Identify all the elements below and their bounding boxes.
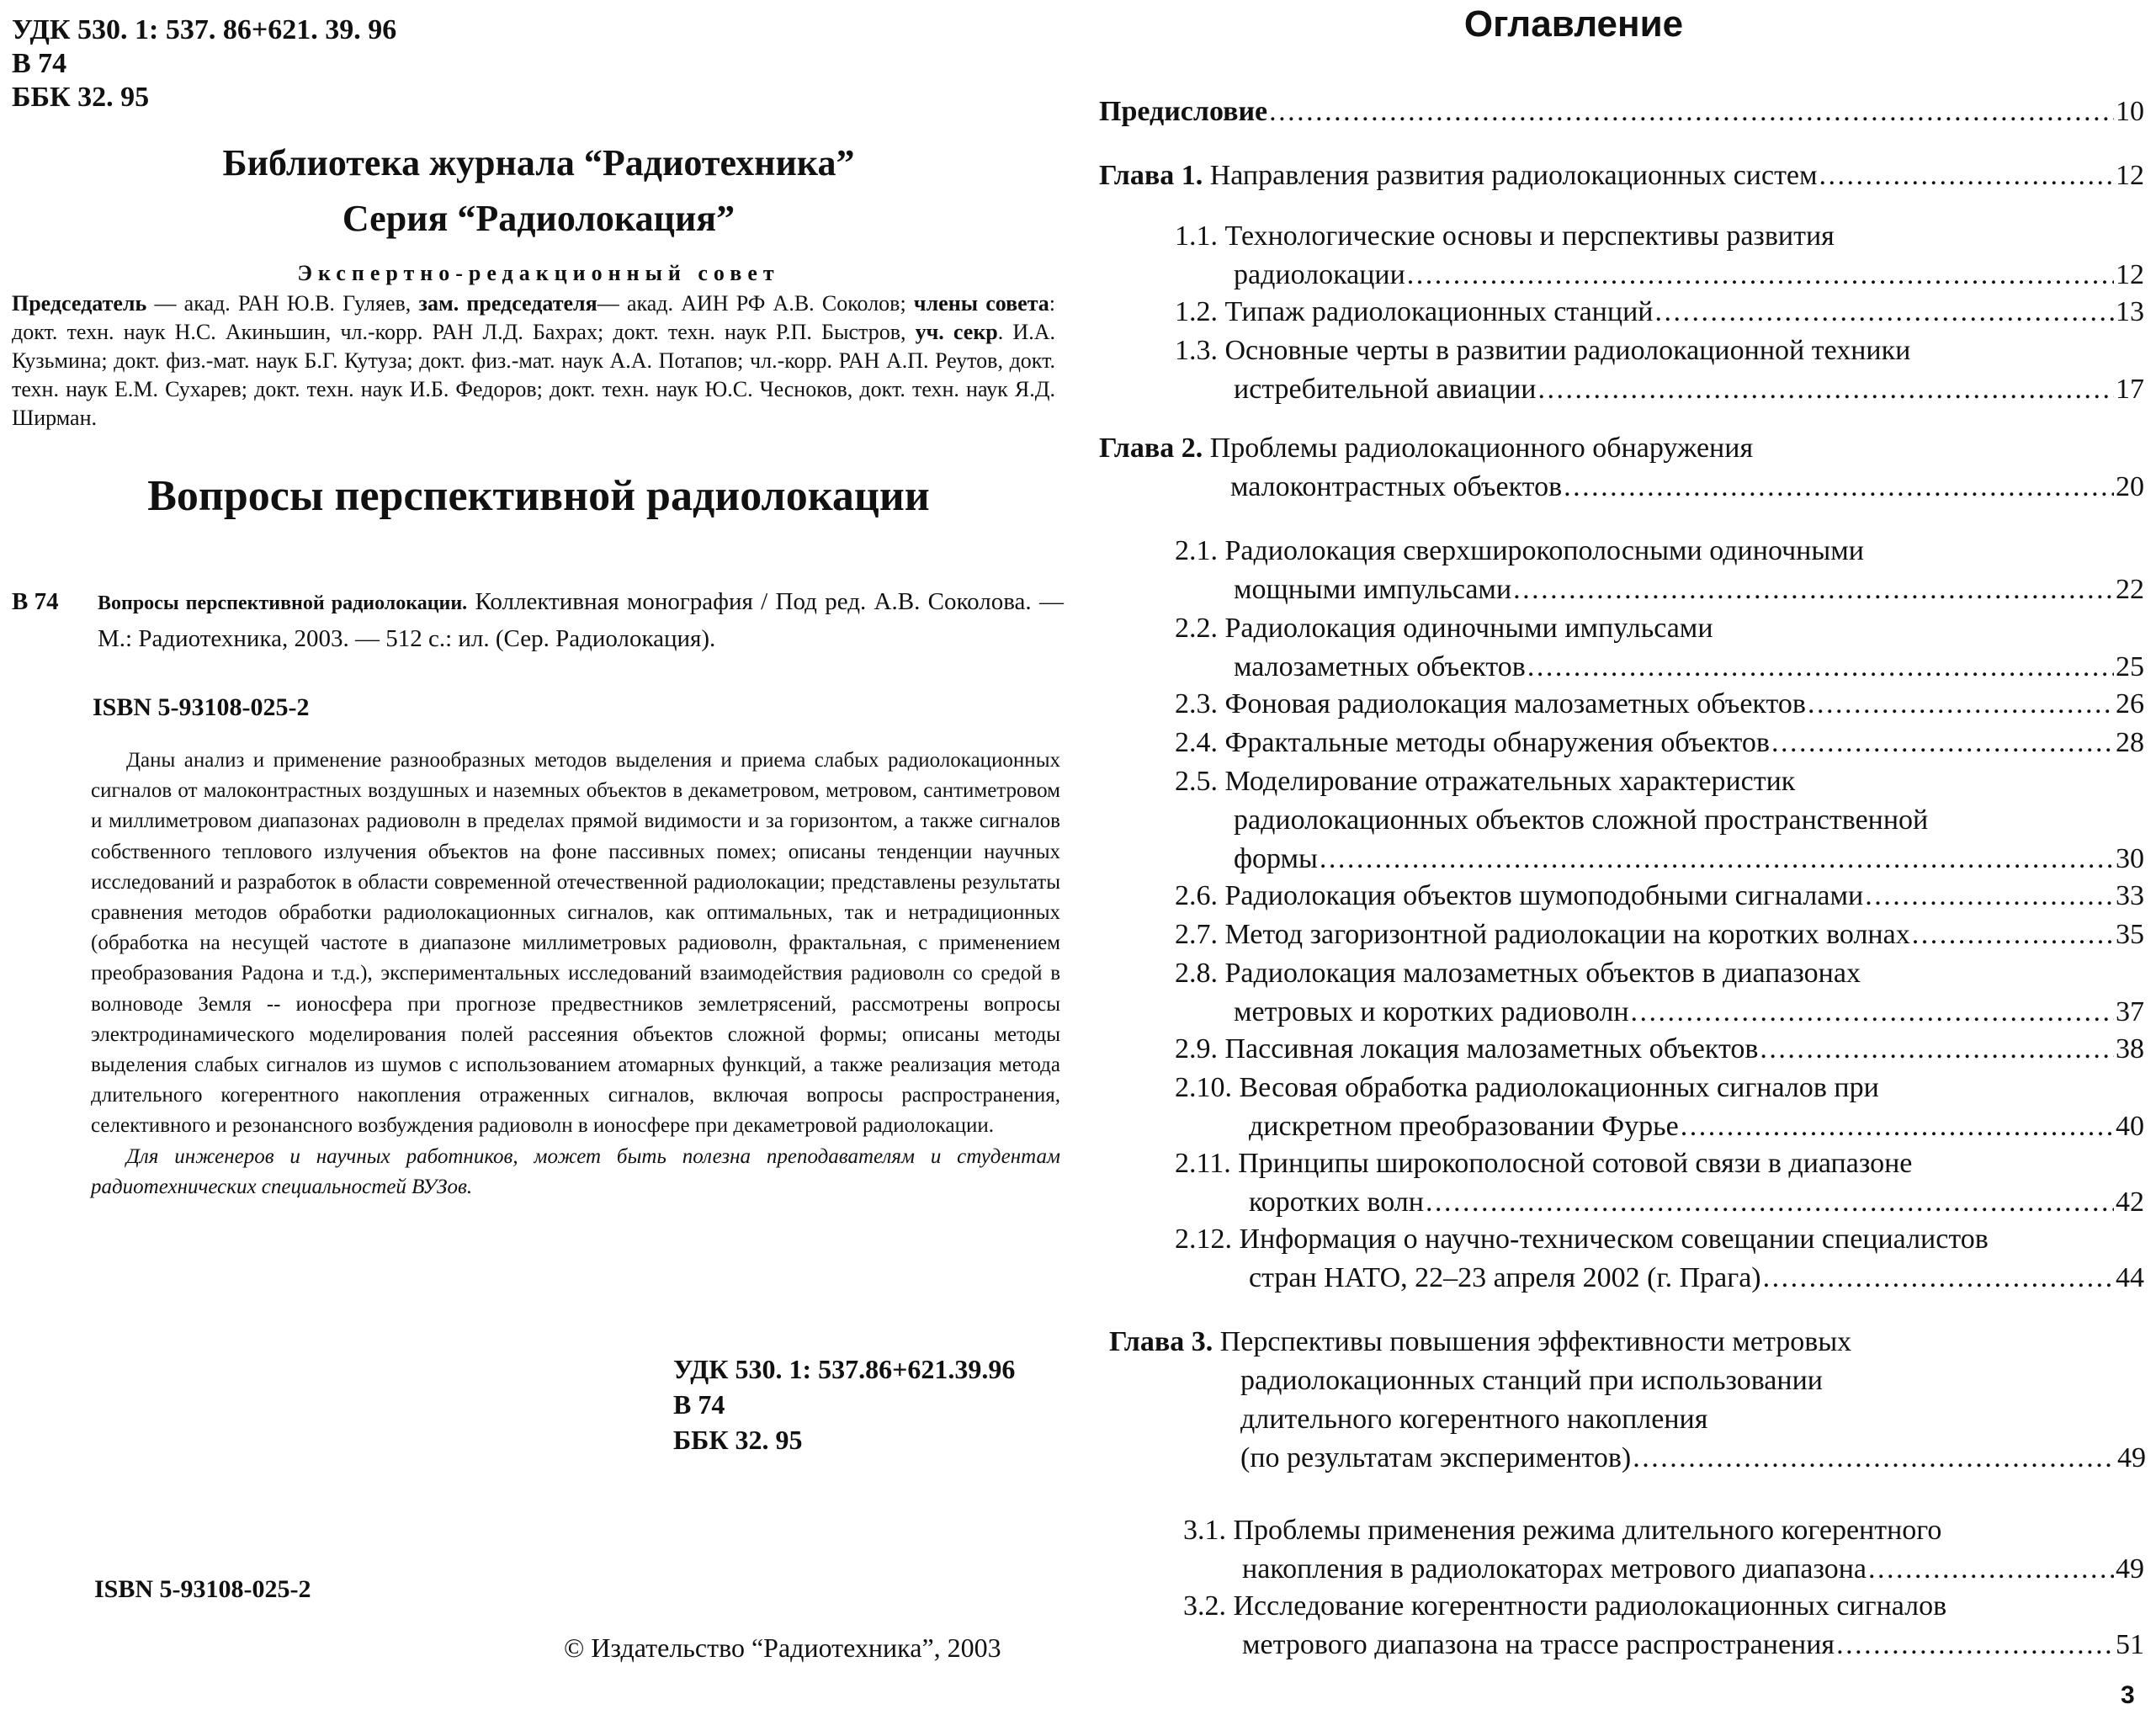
- annotation: [91, 746, 1060, 1202]
- toc-entry-2-7: [1175, 916, 2144, 954]
- council-title: Экспертно-редакционный совет: [297, 261, 780, 285]
- chapter-1-label: Глава 1.: [1099, 160, 1203, 191]
- section-title-line: накопления в радиолокаторах метрового диапазона: [1242, 1553, 1867, 1585]
- preface-label: Предисловие: [1099, 96, 1268, 127]
- toc-entry-1-1: [1175, 217, 2144, 295]
- bbk-code: ББК 32. 95: [12, 82, 150, 113]
- section-number: 2.10.: [1175, 1072, 1232, 1103]
- deputy-text: — акад. АИН РФ А.В. Соколов;: [597, 291, 914, 316]
- section-number: 2.6.: [1175, 880, 1218, 911]
- section-page: 37: [2116, 996, 2144, 1027]
- section-page: 38: [2116, 1033, 2144, 1064]
- section-number: 2.2.: [1175, 613, 1218, 644]
- section-page: 26: [2116, 688, 2144, 719]
- copyright: © Издательство “Радиотехника”, 2003: [564, 1632, 1001, 1663]
- section-title-line: Радиолокация одиночными импульсами: [1224, 613, 1713, 644]
- chapter-2-title-2: малоконтрастных объектов: [1230, 471, 1563, 502]
- chapter-2-title-1: Проблемы радиолокационного обнаружения: [1209, 433, 1754, 464]
- section-number: 2.4.: [1175, 727, 1218, 758]
- section-page: 25: [2116, 651, 2144, 682]
- toc-entry-3-2: [1183, 1587, 2144, 1664]
- chapter-3-title-2: радиолокационных станций при использовании: [1240, 1365, 1823, 1396]
- section-title-line: Весовая обработка радиолокационных сигналов при: [1239, 1072, 1879, 1103]
- section-title-line: Типаж радиолокационных станций: [1224, 296, 1654, 327]
- section-number: 2.9.: [1175, 1033, 1218, 1064]
- section-title-line: Информация о научно-техническом совещании специалистов: [1239, 1224, 1989, 1255]
- toc-entry-2-6: [1175, 877, 2144, 916]
- section-page: 40: [2116, 1111, 2144, 1142]
- secretary-label: уч. секр: [915, 320, 998, 344]
- section-title-line: формы: [1234, 843, 1318, 874]
- toc-entry-2-2: [1175, 609, 2144, 687]
- section-title-line: Фрактальные методы обнаружения объектов: [1224, 727, 1770, 758]
- section-page: 44: [2116, 1262, 2144, 1293]
- chair-text: — акад. РАН Ю.В. Гуляев,: [146, 291, 419, 316]
- chapter-1-page: 12: [2116, 160, 2144, 191]
- preface-page: 10: [2116, 96, 2144, 127]
- toc-entry-chapter-2: [1099, 429, 2144, 507]
- bbk-code-bottom: ББК 32. 95: [673, 1425, 803, 1455]
- section-title-line: Проблемы применения режима длительного когерентного: [1233, 1515, 1942, 1546]
- section-title-line: коротких волн: [1249, 1186, 1424, 1218]
- annotation-text: Даны анализ и применение разнообразных методов выделения и приема слабых радиолокационных сигналов от малоконтрастных воздушных и наземных объектов в декаметровом, метровом, сантиметровом и миллиметровом диапазонах радиоволн в пределах прямой видимости и за горизонтом, а также сигналов собственного теплового излучения объектов на фоне пассивных помех; описаны тенденции научных исследований и разработок в области современной отечественной радиолокации; представлены результаты сравнения методов обработки радиолокационных сигналов, как оптимальных, так и нетрадиционных (обработка на несущей частоте в диапазоне миллиметровых радиоволн, фрактальная, с применением преобразования Радона и т.д.), экспериментальных исследований взаимодействия радиоволн со средой в волноводе Земля -- ионосфера при прогнозе предвестников землетрясений, рассмотрены вопросы электродинамического моделирования полей рассеяния объектов сложной формы; описаны методы выделения слабых сигналов из шумов с использованием атомарных функций, а также реализация метода длительного когерентного накопления отраженных сигналов, включая вопросы распространения, селективного и резонансного возбуждения радиоволн в ионосфере при декаметровой радиолокации.: [91, 749, 1060, 1138]
- section-number: 3.1.: [1183, 1515, 1226, 1546]
- section-number: 2.5.: [1175, 766, 1218, 797]
- section-number: 2.3.: [1175, 688, 1218, 719]
- section-number: 2.12.: [1175, 1224, 1232, 1255]
- bibliographic-record: [12, 584, 1064, 656]
- toc-entry-2-12: [1175, 1220, 2144, 1298]
- biblio-title: Вопросы перспективной радиолокации.: [98, 592, 468, 614]
- series-title: Серия “Радиолокация”: [342, 198, 735, 239]
- section-number: 2.8.: [1175, 958, 1218, 989]
- left-page: [0, 0, 1077, 1720]
- toc-entry-1-3: [1175, 332, 2144, 409]
- section-title-line: Фоновая радиолокация малозаметных объектов: [1224, 688, 1806, 719]
- toc-title: Оглавление: [1463, 3, 1684, 45]
- toc-entry-2-5: [1175, 762, 2144, 879]
- author-mark-bottom: В 74: [673, 1389, 725, 1420]
- toc-entry-preface: [1099, 93, 2144, 131]
- chapter-3-title-3: длительного когерентного накопления: [1240, 1404, 1708, 1435]
- section-number: 1.3.: [1175, 335, 1218, 366]
- chapter-3-page: 49: [2117, 1442, 2146, 1473]
- toc-entry-2-11: [1175, 1144, 2144, 1222]
- section-number: 2.7.: [1175, 919, 1218, 950]
- toc-entry-chapter-1: [1099, 157, 2144, 195]
- section-title-line: радиолокации: [1234, 259, 1405, 290]
- section-page: 17: [2116, 374, 2144, 405]
- toc-entry-2-9: [1175, 1030, 2144, 1069]
- members-label: члены совета: [913, 291, 1049, 316]
- section-page: 35: [2116, 919, 2144, 950]
- section-page: 49: [2116, 1553, 2144, 1585]
- chapter-3-title-4: (по результатам экспериментов): [1240, 1442, 1632, 1473]
- toc-entry-2-8: [1175, 954, 2144, 1032]
- toc-entry-3-1: [1183, 1511, 2144, 1589]
- biblio-body: [98, 584, 1064, 656]
- section-title-line: Технологические основы и перспективы развития: [1224, 220, 1835, 252]
- udk-code: УДК 530. 1: 537. 86+621. 39. 96: [12, 14, 397, 45]
- section-title-line: истребительной авиации: [1234, 374, 1537, 405]
- classification-codes-bottom: [673, 1351, 1015, 1457]
- toc-entry-2-3: [1175, 685, 2144, 724]
- section-page: 51: [2116, 1629, 2144, 1660]
- chapter-2-label: Глава 2.: [1099, 433, 1203, 464]
- chapter-3-title-1: Перспективы повышения эффективности метровых: [1219, 1326, 1852, 1357]
- toc-entry-chapter-3: [1109, 1323, 2146, 1478]
- toc-entry-2-10: [1175, 1069, 2144, 1146]
- biblio-rest: Коллективная монография / Под ред. А.В. Соколова. — М.: Радиотехника, 2003. — 512 с.: ил. (Сер. Радиолокация).: [98, 588, 1064, 652]
- page-number: 3: [2121, 1681, 2135, 1709]
- toc-entry-2-4: [1175, 724, 2144, 762]
- section-page: 30: [2116, 843, 2144, 874]
- section-page: 28: [2116, 727, 2144, 758]
- audience-text: Для инженеров и научных работников, может быть полезна преподавателям и студентам радиотехнических специальностей ВУЗов.: [91, 1144, 1060, 1198]
- classification-codes-top: [12, 13, 396, 114]
- section-title-line: мощными импульсами: [1234, 574, 1512, 605]
- biblio-code: В 74: [12, 588, 59, 615]
- section-title-line: метровых и коротких радиоволн: [1234, 996, 1629, 1027]
- section-title-line: Радиолокация малозаметных объектов в диапазонах: [1224, 958, 1861, 989]
- chapter-1-title: Направления развития радиолокационных систем: [1209, 160, 1818, 191]
- section-page: 22: [2116, 574, 2144, 605]
- section-title-line: Принципы широкополосной сотовой связи в диапазоне: [1238, 1148, 1913, 1179]
- section-title-line: Метод загоризонтной радиолокации на коротких волнах: [1224, 919, 1910, 950]
- section-number: 1.1.: [1175, 220, 1218, 252]
- section-title-line: дискретном преобразовании Фурье: [1249, 1111, 1679, 1142]
- section-page: 13: [2116, 296, 2144, 327]
- section-title-line: Моделирование отражательных характеристик: [1224, 766, 1796, 797]
- udk-code-bottom: УДК 530. 1: 537.86+621.39.96: [673, 1354, 1016, 1384]
- section-title-line: малозаметных объектов: [1234, 651, 1526, 682]
- chair-label: Председатель: [12, 291, 147, 316]
- toc-entry-1-2: [1175, 293, 2144, 332]
- isbn-top: ISBN 5-93108-025-2: [93, 693, 310, 721]
- section-title-line: Исследование когерентности радиолокационных сигналов: [1233, 1590, 1947, 1622]
- section-number: 2.11.: [1175, 1148, 1231, 1179]
- section-title-line: Пассивная локация малозаметных объектов: [1224, 1033, 1759, 1064]
- chapter-2-page: 20: [2116, 471, 2144, 502]
- section-title-line: Радиолокация объектов шумоподобными сигналами: [1224, 880, 1864, 911]
- section-title-line: метрового диапазона на трассе распространения: [1242, 1629, 1835, 1660]
- members-text: : докт. техн. наук Н.С. Акиньшин, чл.-корр. РАН Л.Д. Бахрах; докт. техн. наук Р.П. Быстров,: [12, 291, 1056, 344]
- chapter-3-label: Глава 3.: [1109, 1326, 1213, 1357]
- library-title: Библиотека журнала “Радиотехника”: [222, 142, 855, 183]
- isbn-bottom: ISBN 5-93108-025-2: [94, 1575, 311, 1603]
- section-page: 42: [2116, 1186, 2144, 1218]
- section-title-line: Радиолокация сверхширокополосными одиночными: [1224, 535, 1864, 566]
- right-page-toc: [1077, 0, 2156, 1720]
- section-title-line: Основные черты в развитии радиолокационной техники: [1224, 335, 1911, 366]
- section-page: 33: [2116, 880, 2144, 911]
- deputy-label: зам. председателя: [418, 291, 597, 316]
- book-title: Вопросы перспективной радиолокации: [147, 472, 930, 520]
- section-title-line: радиолокационных объектов сложной пространственной: [1234, 804, 1929, 836]
- section-page: 12: [2116, 259, 2144, 290]
- section-number: 1.2.: [1175, 296, 1218, 327]
- editorial-council: [12, 289, 1055, 433]
- author-mark: В 74: [12, 48, 67, 79]
- section-number: 2.1.: [1175, 535, 1218, 566]
- toc-entry-2-1: [1175, 532, 2144, 609]
- section-number: 3.2.: [1183, 1590, 1226, 1622]
- section-title-line: стран НАТО, 22–23 апреля 2002 (г. Прага): [1249, 1262, 1761, 1293]
- secretary-text: . И.А. Кузьмина; докт. физ.-мат. наук Б.Г. Кутуза; докт. физ.-мат. наук А.А. Потапов; чл.-корр. РАН А.П. Реутов, докт. техн. наук Е.М. Сухарев; докт. техн. наук И.Б. Федоров; докт. техн. наук Ю.С. Чесноков, докт. техн. наук Я.Д. Ширман.: [12, 320, 1055, 430]
